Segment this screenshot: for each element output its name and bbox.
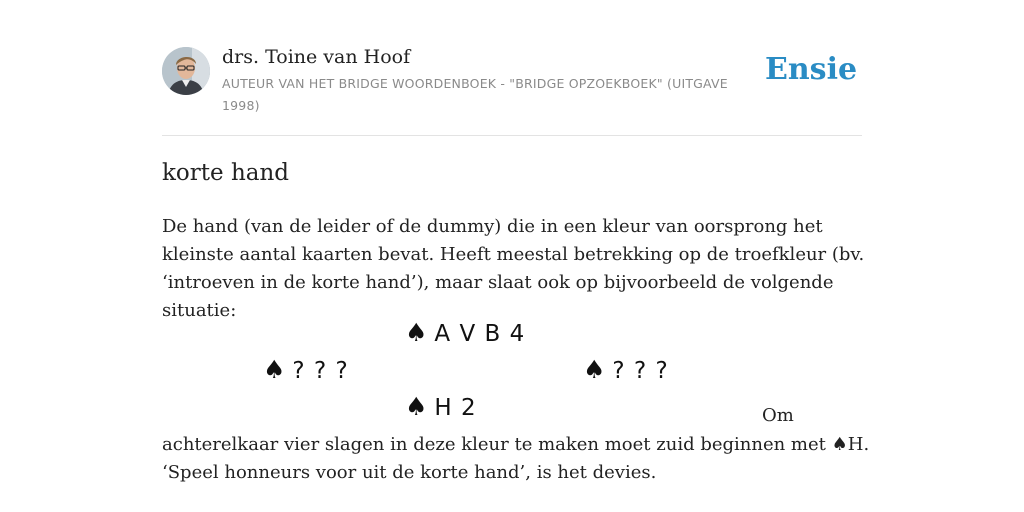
south-cards: H 2 xyxy=(434,395,477,421)
east-hand xyxy=(583,355,669,384)
spade-icon: ♠ xyxy=(405,318,429,347)
author-description: AUTEUR VAN HET BRIDGE WOORDENBOEK - "BRIDGE OPZOEKBOEK" (UITGAVE 1998) xyxy=(222,76,728,113)
author-name[interactable]: drs. Toine van Hoof xyxy=(222,46,411,68)
spade-icon: ♠ xyxy=(583,355,607,384)
spade-icon: ♠ xyxy=(405,392,429,421)
north-hand xyxy=(405,318,525,347)
aside-word: Om xyxy=(762,405,794,426)
east-cards: ? ? ? xyxy=(612,358,669,384)
entry-title: korte hand xyxy=(162,160,290,186)
west-hand xyxy=(263,355,349,384)
spade-icon: ♠ xyxy=(263,355,287,384)
author-photo xyxy=(162,47,210,95)
entry-continuation: achterelkaar vier slagen in deze kleur te maken moet zuid beginnen met ♠H. ‘Speel honneurs voor uit de korte hand’, is het devies. xyxy=(162,434,870,483)
south-hand xyxy=(405,392,477,421)
west-cards: ? ? ? xyxy=(292,358,349,384)
entry-paragraph: De hand (van de leider of de dummy) die in een kleur van oorsprong het kleinste aantal kaarten bevat. Heeft meestal betrekking op de troefkleur (bv. ‘introeven in de korte hand’), maar slaat ook op bijvoorbeeld de volgende situatie: xyxy=(162,216,865,321)
author-avatar xyxy=(162,47,210,95)
north-cards: A V B 4 xyxy=(434,321,526,347)
header-divider xyxy=(162,135,862,136)
brand-logo[interactable]: Ensie xyxy=(765,52,858,87)
